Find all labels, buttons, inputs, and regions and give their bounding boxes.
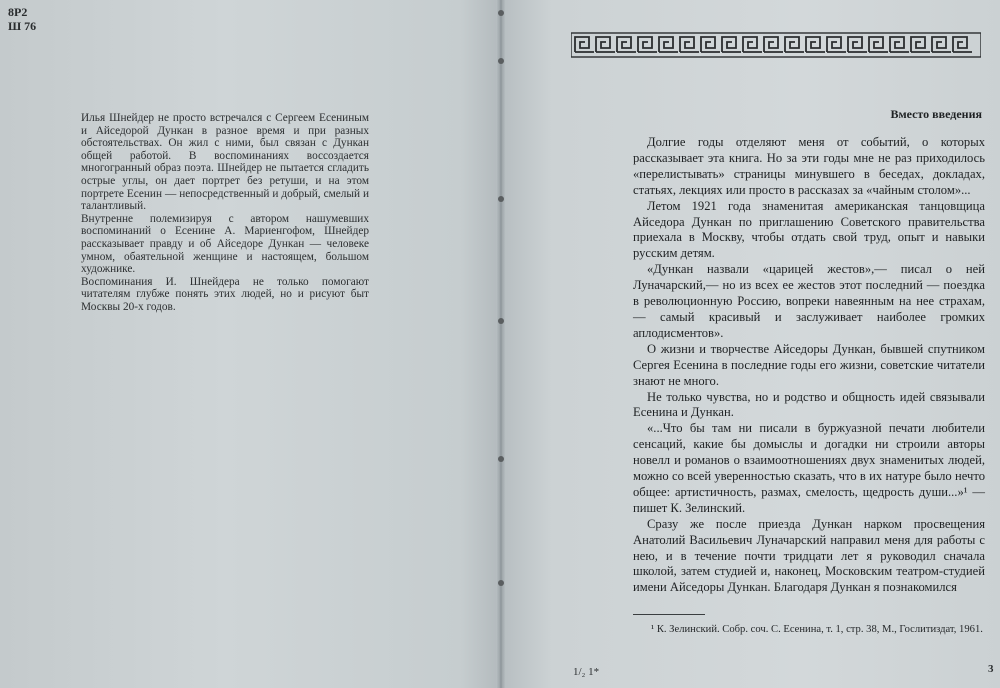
chapter-body [633, 135, 985, 596]
body-paragraph: «...Что бы там ни писали в буржуазной печати любители сенсаций, какие бы домыслы и догадки ни строили авторы новелл и романов о взаимоотношениях двух знаменитых людей, можно со всей уверенностью сказать, что в их натуре было нечто общее: артистичность, размах, смелость, щедрость души...»¹ — пишет К. Зелинский. [633, 421, 985, 515]
meander-unit [680, 37, 699, 52]
meander-unit [911, 37, 930, 52]
meander-unit [764, 37, 783, 52]
meander-unit [743, 37, 762, 52]
body-paragraph: Летом 1921 года знаменитая американская танцовщица Айседора Дункан по приглашению Советского правительства приехала в Москву, чтобы отдать свой труд, опыт и навыки русским детям. [633, 198, 985, 261]
meander-unit [806, 37, 825, 52]
library-class-code [8, 5, 36, 33]
binding-stitch [498, 58, 504, 64]
footnote: ¹ К. Зелинский. Собр. соч. С. Есенина, т. 1, стр. 38, М., Гослитиздат, 1961. [651, 624, 983, 635]
meander-unit [659, 37, 678, 52]
meander-unit [575, 37, 594, 52]
body-paragraph: «Дункан назвали «царицей жестов»,— писал о ней Луначарский,— но из всех ее жестов этот последний — поездка в революционную Россию, вопреки навеянным на нее страхам,— самый красивый и заслуживает наиболее громких аплодисментов». [633, 262, 985, 340]
meander-unit [827, 37, 846, 52]
book-annotation [81, 112, 369, 314]
binding-stitch [498, 318, 504, 324]
footnote-rule [633, 614, 705, 615]
greek-key-ornament [571, 32, 981, 58]
meander-unit [890, 37, 909, 52]
class-code-line: 8Р2 [8, 5, 28, 19]
chapter-heading: Вместо введения [890, 107, 982, 121]
meander-unit [869, 37, 888, 52]
page-number: 3 [988, 663, 994, 675]
meander-unit [638, 37, 657, 52]
binding-stitch [498, 10, 504, 16]
body-paragraph: Не только чувства, но и родство и общность идей связывали Есенина и Дункан. [633, 389, 985, 420]
class-code-line: Ш 76 [8, 19, 37, 33]
meander-unit [596, 37, 615, 52]
binding-stitch [498, 196, 504, 202]
binding-stitch [498, 580, 504, 586]
binding-stitch [498, 456, 504, 462]
body-paragraph: О жизни и творчестве Айседоры Дункан, бывшей спутником Сергея Есенина в последние годы его жизни, советские читатели знают не много. [633, 341, 985, 388]
meander-unit [701, 37, 720, 52]
meander-unit [785, 37, 804, 52]
meander-unit [617, 37, 636, 52]
meander-unit [932, 37, 951, 52]
printer-signature-mark: 1/₂ 1* [573, 666, 600, 678]
annotation-paragraph: Илья Шнейдер не просто встречался с Сергеем Есениным и Айседорой Дункан в разное время и при разных обстоятельствах. Он жил с ними, был связан с Дункан общей работой. В воспоминаниях воссоздается многогранный образ поэта. Шнейдер не пытается сгладить острые углы, он дает портрет без ретуши, и на этом портрете Есенин — непосредственный и добрый, смелый и талантливый. [81, 112, 369, 213]
meander-unit [722, 37, 741, 52]
body-paragraph: Долгие годы отделяют меня от событий, о которых рассказывает эта книга. Но за эти годы мне не раз приходилось «перелистывать» страницы минувшего в беседах, докладах, статьях, лекциях или просто в рассказах за «чайным столом»... [633, 135, 985, 197]
meander-unit [848, 37, 867, 52]
annotation-paragraph: Внутренне полемизируя с автором нашумевших воспоминаний о Есенине А. Мариенгофом, Шнейдер рассказывает правду и об Айседоре Дункан — человеке умном, обаятельной женщине и настоящем, большом художнике. [81, 212, 369, 276]
annotation-paragraph: Воспоминания И. Шнейдера не только помогают читателям глубже понять этих людей, но и рисуют быт Москвы 20-х годов. [81, 275, 369, 313]
body-paragraph: Сразу же после приезда Дункан нарком просвещения Анатолий Васильевич Луначарский направил меня для работы с нею, и в течение почти тридцати лет я руководил сначала школой, затем студией и, наконец, Московским театром-студией имени Айседоры Дункан. Благодаря Дункан я познакомился [633, 516, 985, 595]
meander-unit [953, 37, 972, 52]
